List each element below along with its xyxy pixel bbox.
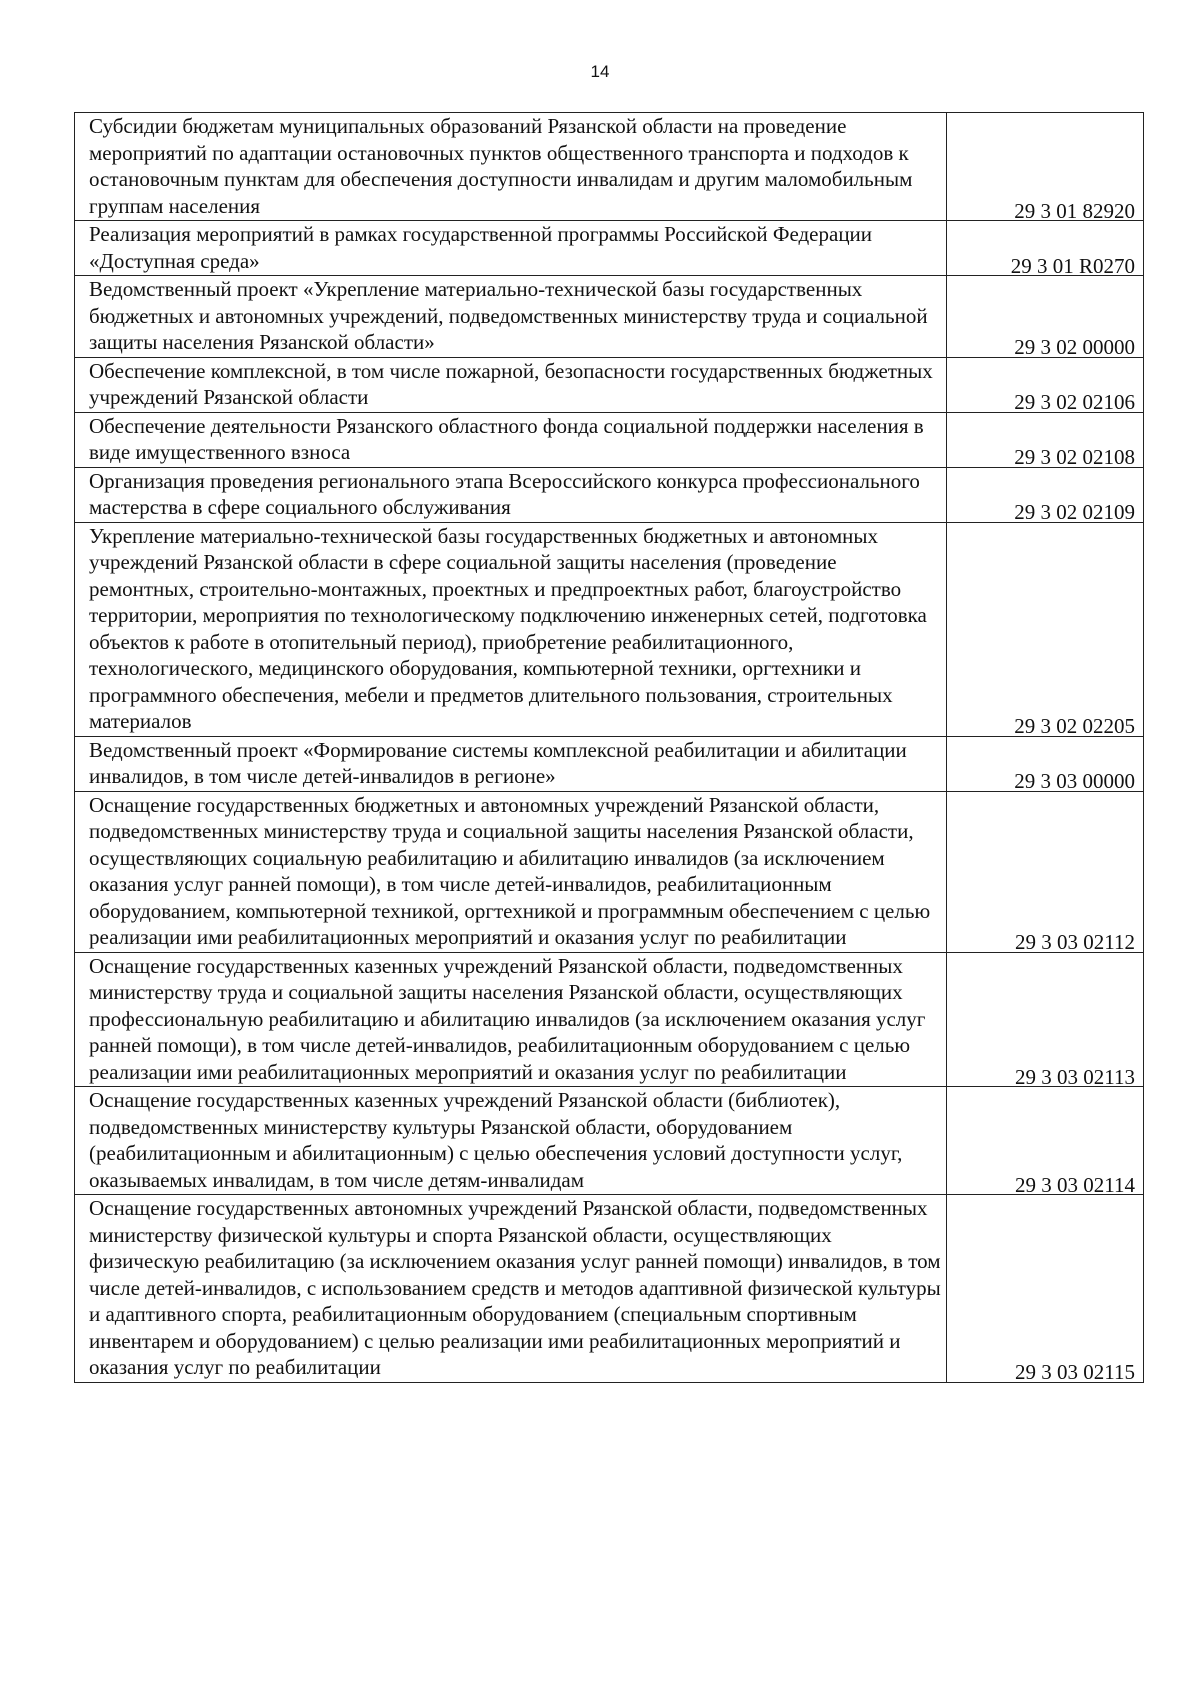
row-code	[947, 467, 1144, 522]
row-name: Организация проведения регионального этапа Всероссийского конкурса профессионального мастерства в сфере социального обслуживания	[75, 467, 947, 522]
row-code	[947, 412, 1144, 467]
row-code	[947, 221, 1144, 276]
row-code	[947, 1087, 1144, 1195]
row-name: Реализация мероприятий в рамках государственной программы Российской Федерации «Доступная среда»	[75, 221, 947, 276]
row-name: Оснащение государственных автономных учреждений Рязанской области, подведомственных министерству физической культуры и спорта Рязанской области, осуществляющих физическую реабилитацию (за исключением оказания услуг ранней помощи) инвалидов, в том числе детей-инвалидов, с использованием средств и методов адаптивной физической культуры и адаптивного спорта, реабилитационным оборудованием (специальным спортивным инвентарем и оборудованием) с целью реализации ими реабилитационных мероприятий и оказания услуг по реабилитации	[75, 1195, 947, 1383]
table-row	[75, 113, 1144, 221]
row-code-text: 29 3 02 02108	[1014, 445, 1135, 469]
row-code-text: 29 3 01 R0270	[1010, 253, 1135, 278]
table-row	[75, 221, 1144, 276]
table-row	[75, 412, 1144, 467]
table-row	[75, 467, 1144, 522]
row-name: Обеспечение комплексной, в том числе пожарной, безопасности государственных бюджетных учреждений Рязанской области	[75, 357, 947, 412]
row-name: Ведомственный проект «Укрепление материально-технической базы государственных бюджетных и автономных учреждений, подведомственных министерству труда и социальной защиты населения Рязанской области»	[75, 276, 947, 358]
row-code-text: 29 3 02 02205	[1014, 714, 1135, 738]
row-code-text: 29 3 03 02113	[1015, 1064, 1135, 1089]
row-code	[947, 736, 1144, 791]
row-name: Укрепление материально-технической базы государственных бюджетных и автономных учреждений Рязанской области в сфере социальной защиты населения (проведение ремонтных, строительно-монтажных, проектных и предпроектных работ, благоустройство территории, мероприятия по технологическому подключению инженерных сетей, подготовка объектов к работе в отопительный период), приобретение реабилитационного, технологического, медицинского оборудования, компьютерной техники, оргтехники и программного обеспечения, мебели и предметов длительного пользования, строительных материалов	[75, 522, 947, 736]
row-code-text: 29 3 03 02115	[1015, 1360, 1135, 1384]
row-name: Оснащение государственных бюджетных и автономных учреждений Рязанской области, подведомственных министерству труда и социальной защиты населения Рязанской области, осуществляющих социальную реабилитацию и абилитацию инвалидов (за исключением оказания услуг ранней помощи), в том числе детей-инвалидов, реабилитационным оборудованием, компьютерной техникой, оргтехникой и программным обеспечением с целью реализации ими реабилитационных мероприятий и оказания услуг по реабилитации	[75, 791, 947, 952]
table-row	[75, 276, 1144, 358]
table-row	[75, 1087, 1144, 1195]
row-code	[947, 113, 1144, 221]
row-code	[947, 1195, 1144, 1383]
table-row	[75, 522, 1144, 736]
row-code-text: 29 3 02 02106	[1014, 390, 1135, 414]
row-name: Оснащение государственных казенных учреждений Рязанской области (библиотек), подведомственных министерству культуры Рязанской области, оборудованием (реабилитационным и абилитационным) с целью обеспечения условий доступности услуг, оказываемых инвалидам, в том числе детям-инвалидам	[75, 1087, 947, 1195]
budget-classification-table	[74, 112, 1144, 1383]
row-name: Обеспечение деятельности Рязанского областного фонда социальной поддержки населения в виде имущественного взноса	[75, 412, 947, 467]
table-row	[75, 357, 1144, 412]
table-row	[75, 791, 1144, 952]
row-code-text: 29 3 02 00000	[1014, 335, 1135, 359]
row-code-text: 29 3 03 00000	[1014, 769, 1135, 793]
row-name: Ведомственный проект «Формирование системы комплексной реабилитации и абилитации инвалидов, в том числе детей-инвалидов в регионе»	[75, 736, 947, 791]
row-code	[947, 276, 1144, 358]
row-code-text: 29 3 03 02114	[1015, 1172, 1135, 1197]
table-row	[75, 1195, 1144, 1383]
row-code-text: 29 3 01 82920	[1014, 198, 1135, 223]
row-name: Оснащение государственных казенных учреждений Рязанской области, подведомственных министерству труда и социальной защиты населения Рязанской области, осуществляющих профессиональную реабилитацию и абилитацию инвалидов (за исключением оказания услуг ранней помощи), в том числе детей-инвалидов, реабилитационным оборудованием с целью реализации ими реабилитационных мероприятий и оказания услуг по реабилитации	[75, 952, 947, 1087]
row-code-text: 29 3 02 02109	[1014, 500, 1135, 524]
row-code	[947, 522, 1144, 736]
row-code	[947, 357, 1144, 412]
row-code	[947, 791, 1144, 952]
page-number: 14	[590, 62, 610, 81]
table-row	[75, 736, 1144, 791]
row-code-text: 29 3 03 02112	[1015, 930, 1135, 954]
table-row	[75, 952, 1144, 1087]
row-code	[947, 952, 1144, 1087]
row-name: Субсидии бюджетам муниципальных образований Рязанской области на проведение мероприятий по адаптации остановочных пунктов общественного транспорта и подходов к остановочным пунктам для обеспечения доступности инвалидам и другим маломобильным группам населения	[75, 113, 947, 221]
